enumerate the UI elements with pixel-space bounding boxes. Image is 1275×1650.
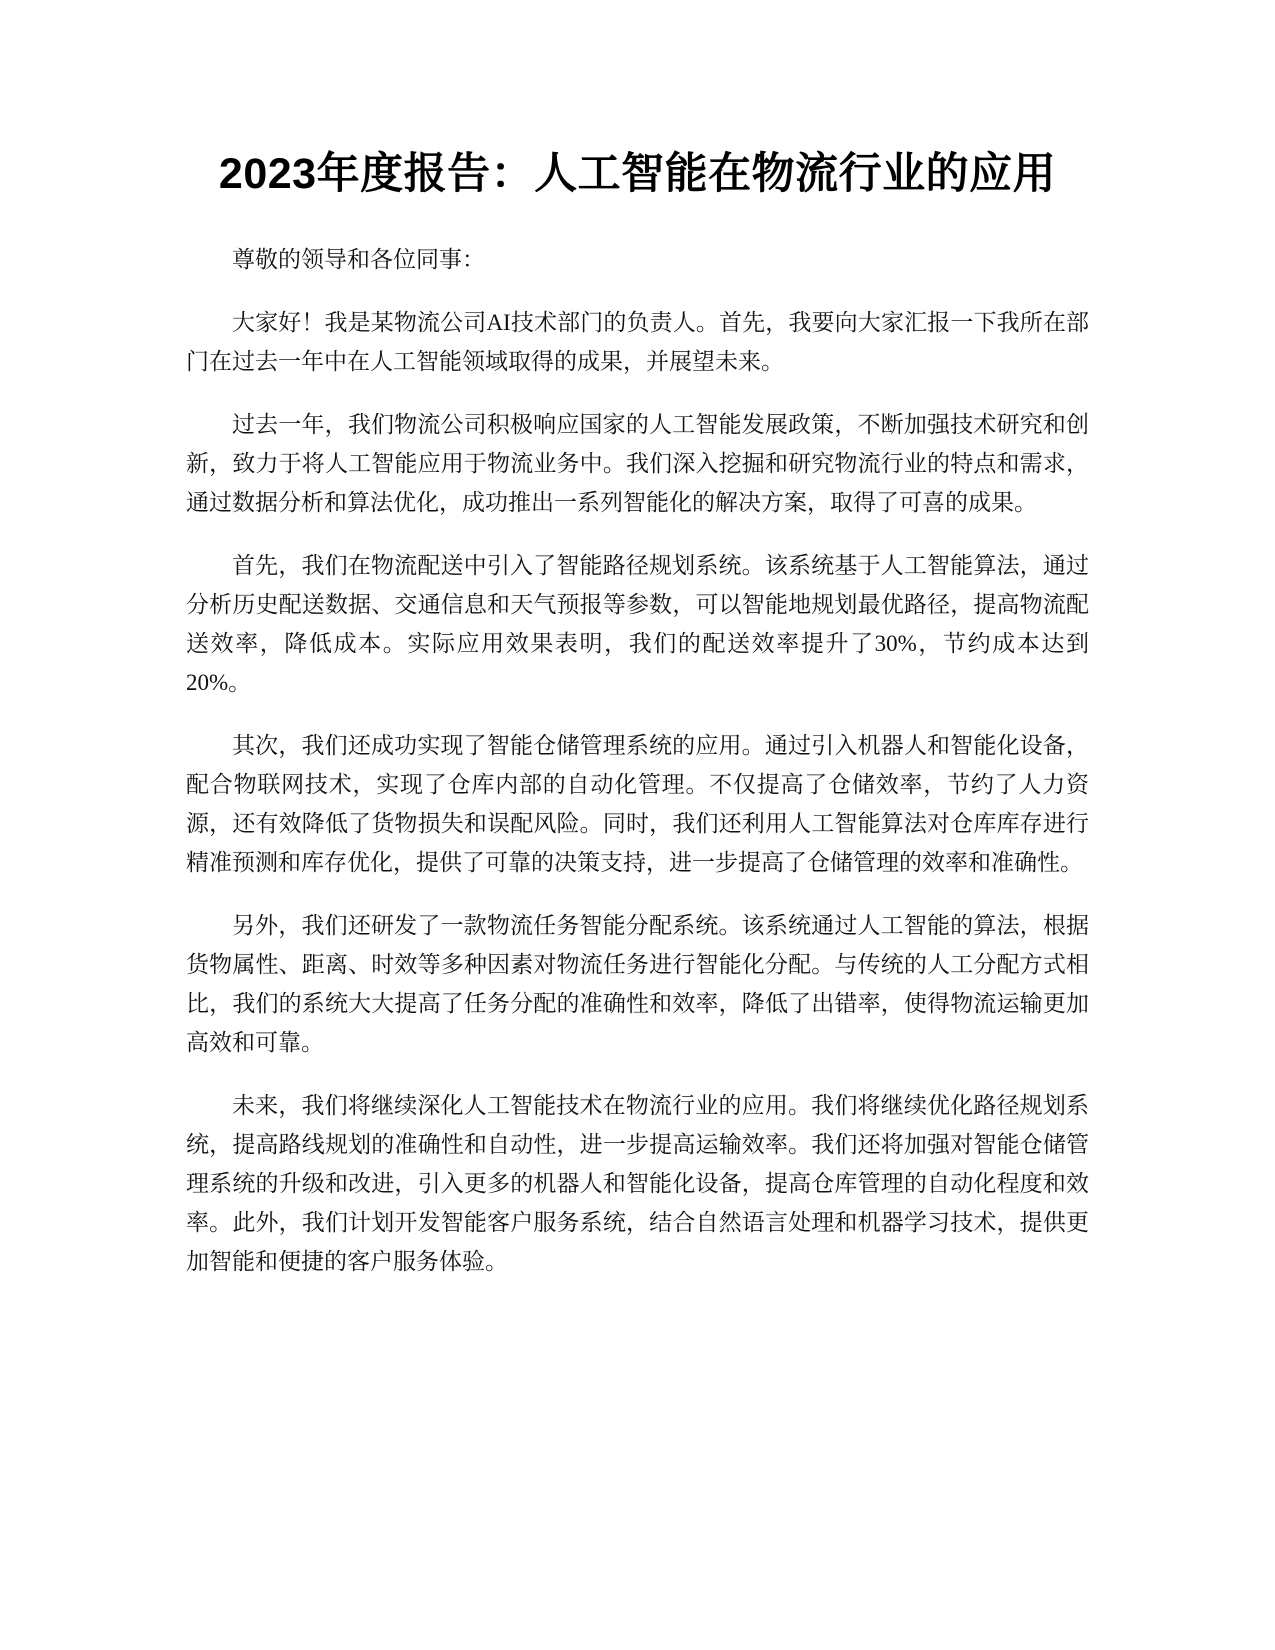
paragraph-past-year: 过去一年，我们物流公司积极响应国家的人工智能发展政策，不断加强技术研究和创新，致力于将人工智能应用于物流业务中。我们深入挖掘和研究物流行业的特点和需求，通过数据分析和算法优化，成功推出一系列智能化的解决方案，取得了可喜的成果。 bbox=[186, 412, 1089, 515]
paragraph-task-allocation: 另外，我们还研发了一款物流任务智能分配系统。该系统通过人工智能的算法，根据货物属性、距离、时效等多种因素对物流任务进行智能化分配。与传统的人工分配方式相比，我们的系统大大提高了任务分配的准确性和效率，降低了出错率，使得物流运输更加高效和可靠。 bbox=[186, 913, 1089, 1055]
document-body bbox=[186, 240, 1089, 1305]
paragraph-intro: 大家好！我是某物流公司AI技术部门的负责人。首先，我要向大家汇报一下我所在部门在过去一年中在人工智能领域取得的成果，并展望未来。 bbox=[186, 310, 1089, 374]
paragraph-warehouse: 其次，我们还成功实现了智能仓储管理系统的应用。通过引入机器人和智能化设备，配合物联网技术，实现了仓库内部的自动化管理。不仅提高了仓储效率，节约了人力资源，还有效降低了货物损失和误配风险。同时，我们还利用人工智能算法对仓库库存进行精准预测和库存优化，提供了可靠的决策支持，进一步提高了仓储管理的效率和准确性。 bbox=[186, 733, 1089, 875]
paragraph-route-planning: 首先，我们在物流配送中引入了智能路径规划系统。该系统基于人工智能算法，通过分析历史配送数据、交通信息和天气预报等参数，可以智能地规划最优路径，提高物流配送效率，降低成本。实际应用效果表明，我们的配送效率提升了30%，节约成本达到20%。 bbox=[186, 553, 1089, 695]
paragraph-greeting: 尊敬的领导和各位同事： bbox=[232, 247, 485, 272]
document-title: 2023年度报告：人工智能在物流行业的应用 bbox=[218, 150, 1057, 198]
paragraph-future: 未来，我们将继续深化人工智能技术在物流行业的应用。我们将继续优化路径规划系统，提高路线规划的准确性和自动性，进一步提高运输效率。我们还将加强对智能仓储管理系统的升级和改进，引入更多的机器人和智能化设备，提高仓库管理的自动化程度和效率。此外，我们计划开发智能客户服务系统，结合自然语言处理和机器学习技术，提供更加智能和便捷的客户服务体验。 bbox=[186, 1093, 1089, 1274]
